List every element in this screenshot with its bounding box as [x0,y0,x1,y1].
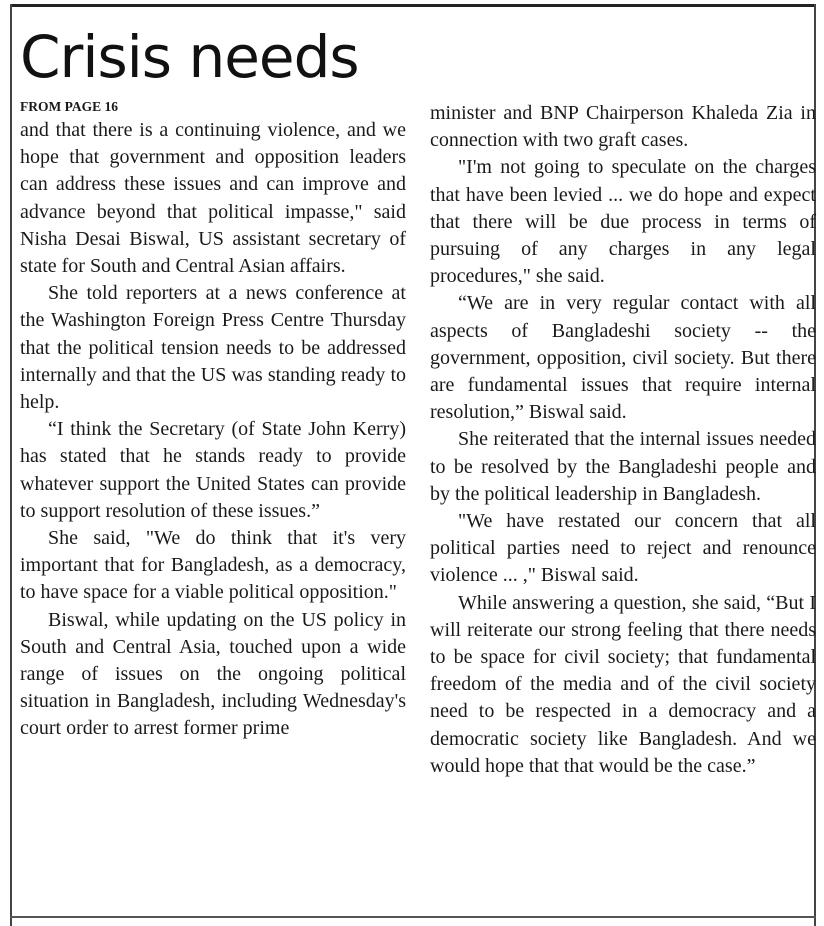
paragraph: While answering a question, she said, “But I will reiterate our strong feeling that there needs to be space for civil society; that fundamental freedom of the media and of the civil society need to be respected in a democracy and a democratic society like Bangladesh. And we would hope that that would be the case.” [430,591,816,777]
article-column-left [20,100,406,743]
paragraph: "I'm not going to speculate on the charges that have been levied ... we do hope and expect that there will be due process in terms of pursuing of any charges in any legal procedures," she said. [430,156,816,288]
paragraph: She reiterated that the internal issues needed to be resolved by the Bangladeshi people and by the political leadership in Bangladesh. [430,428,816,505]
paragraph: “We are in very regular contact with all aspects of Bangladeshi society -- the government, opposition, civil society. But there are fundamental issues that require internal resolution,” Biswal said. [430,292,816,424]
jump-label: FROM PAGE 16 [20,99,118,114]
bottom-rule [10,916,816,918]
paragraph: and that there is a continuing violence, and we hope that government and opposition leaders can address these issues and can improve and advance beyond that political impasse," said Nisha Desai Biswal, US assistant secretary of state for South and Central Asian affairs. [20,119,406,278]
top-rule [12,4,814,7]
paragraph: She said, "We do think that it's very important that for Bangladesh, as a democracy, to have space for a viable political opposition." [20,527,406,604]
article-column-right [430,100,816,780]
headline: Crisis needs [20,23,359,91]
left-border [10,4,12,926]
paragraph: "We have restated our concern that all political parties need to reject and renounce violence ... ," Biswal said. [430,510,816,587]
paragraph: minister and BNP Chairperson Khaleda Zia in connection with two graft cases. [430,102,816,152]
paragraph: Biswal, while updating on the US policy in South and Central Asia, touched upon a wide range of issues on the ongoing political situation in Bangladesh, including Wednesday's court order to arrest former prime [20,608,406,740]
paragraph: “I think the Secretary (of State John Kerry) has stated that he stands ready to provide whatever support the United States can provide to support resolution of these issues.” [20,418,406,522]
paragraph: She told reporters at a news conference at the Washington Foreign Press Centre Thursday that the political tension needs to be addressed internally and that the US was standing ready to help. [20,282,406,414]
